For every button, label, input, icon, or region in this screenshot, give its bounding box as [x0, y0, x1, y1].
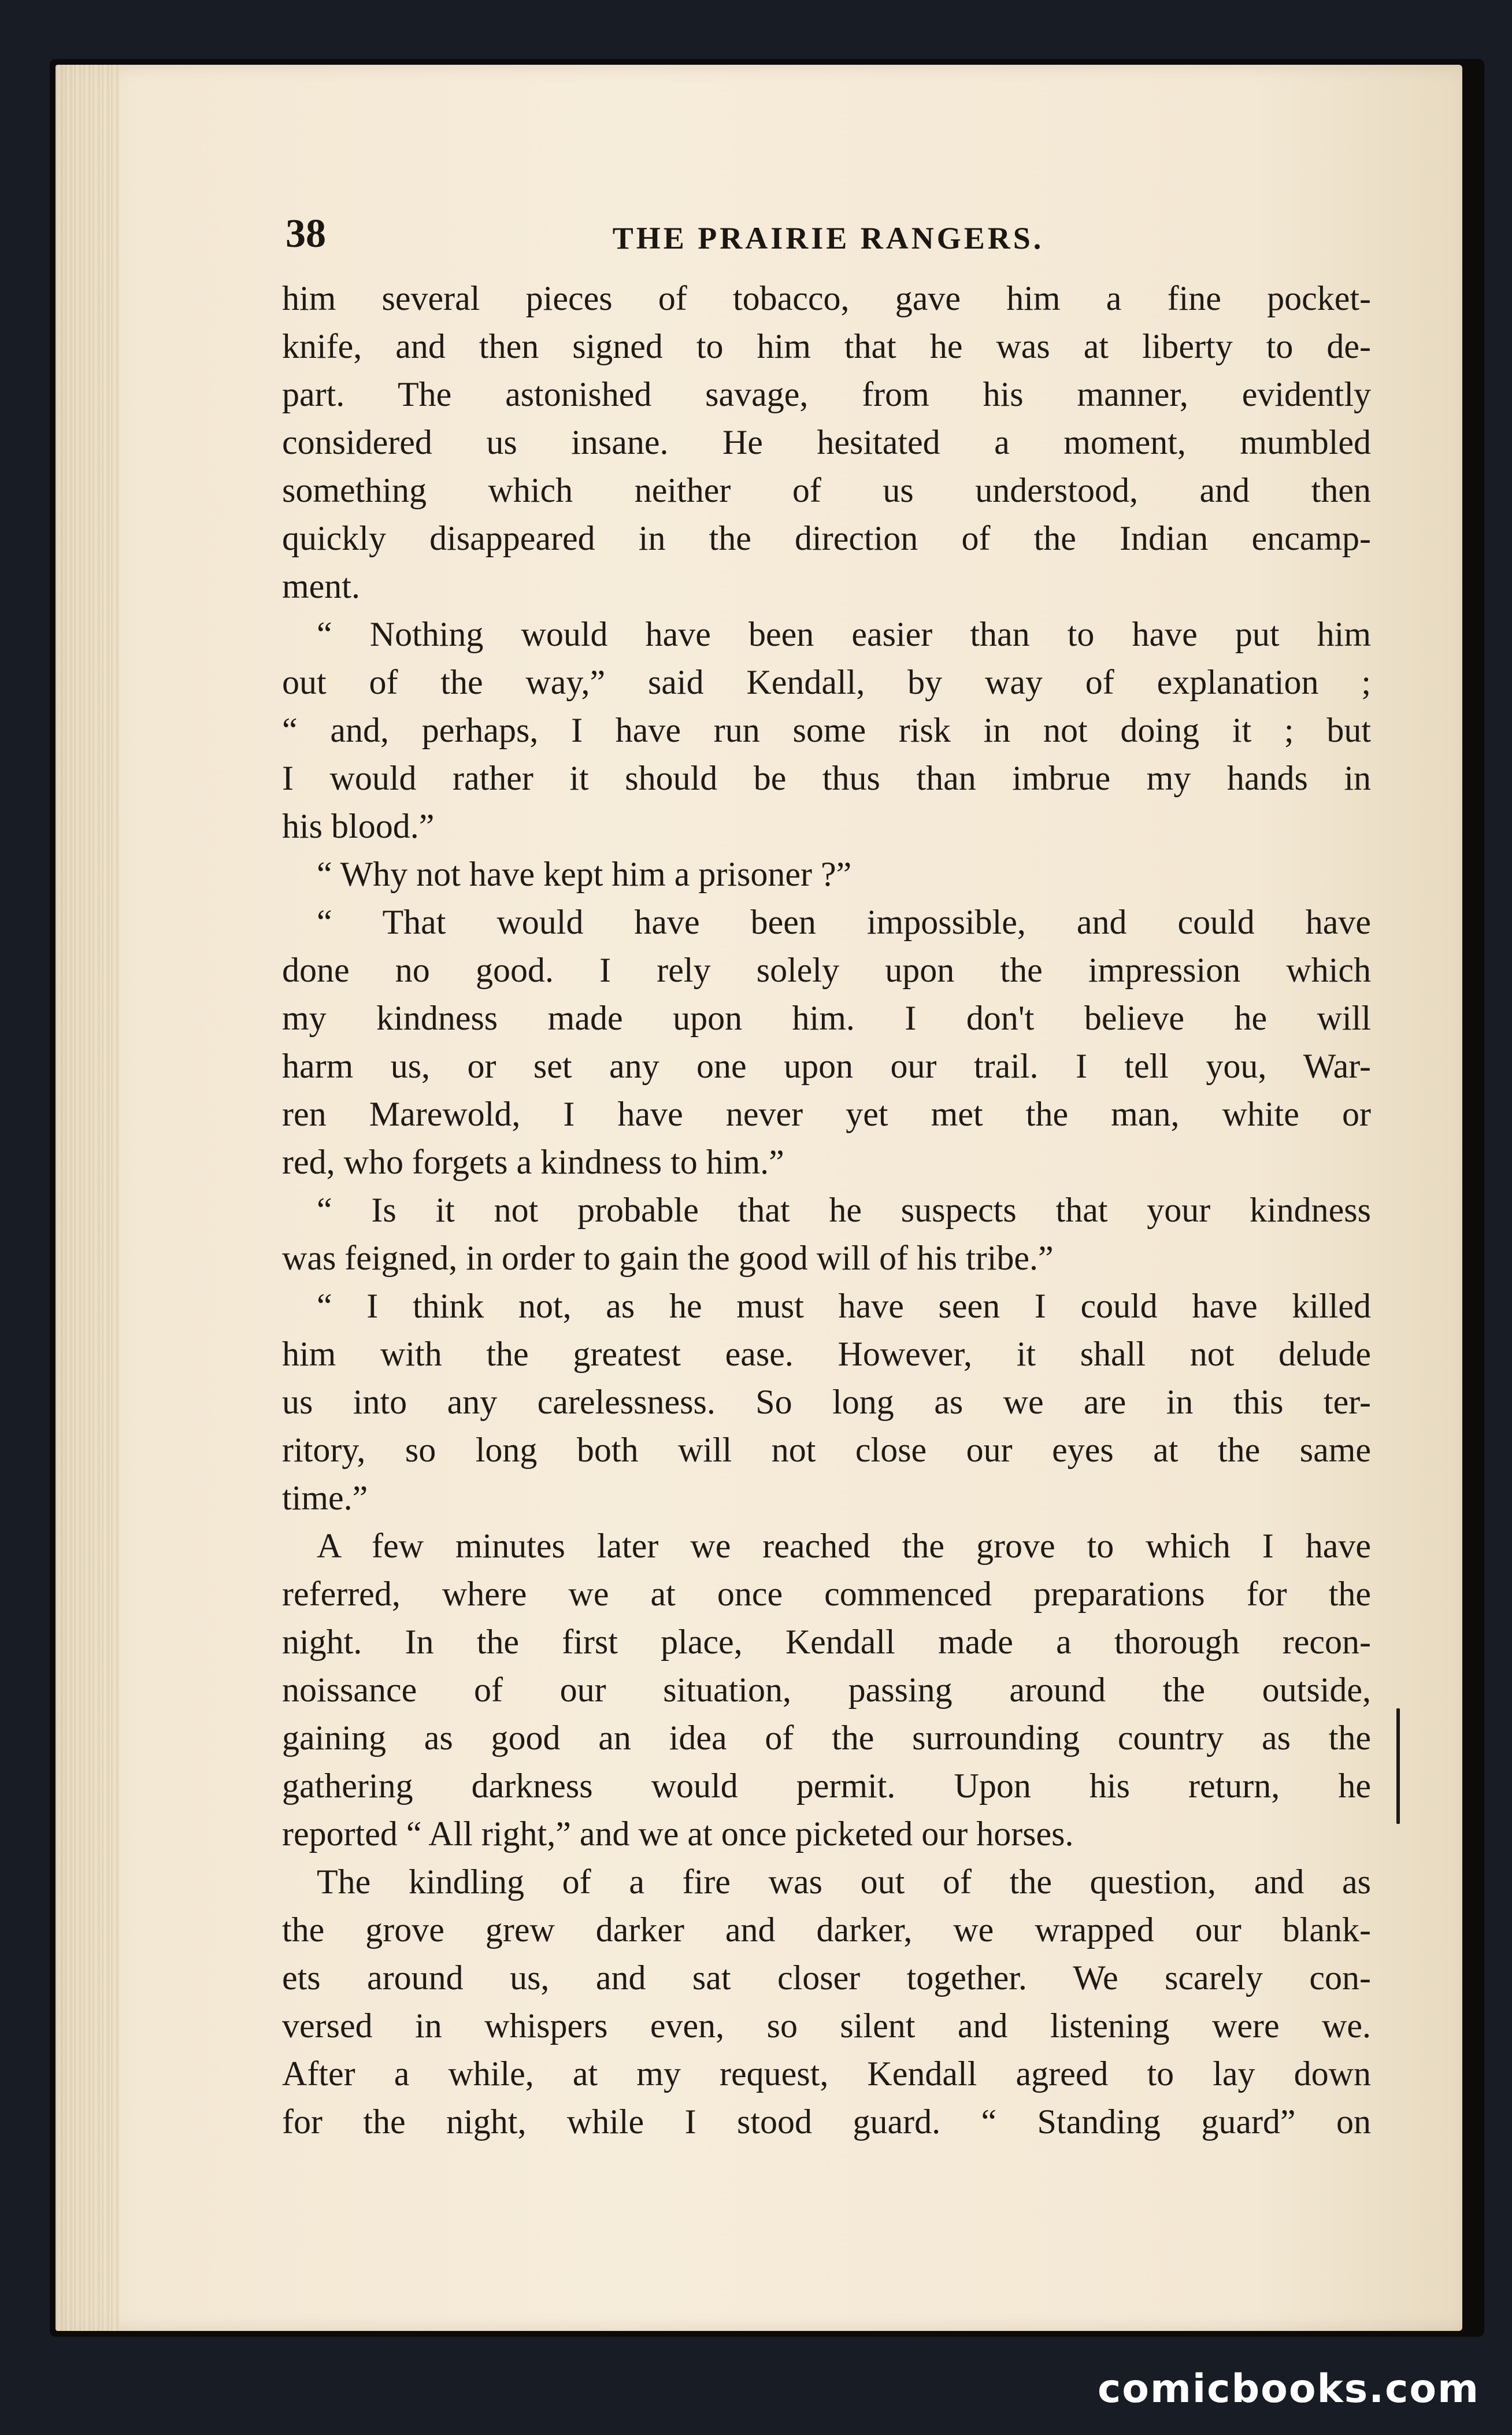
- text-line: quickly disappeared in the direction of the Indian encamp-: [282, 519, 1371, 557]
- running-title: THE PRAIRIE RANGERS.: [612, 221, 1044, 256]
- text-line: A few minutes later we reached the grove to which I have: [317, 1527, 1371, 1565]
- text-line: out of the way,” said Kendall, by way of explanation ;: [282, 663, 1371, 701]
- text-line: his blood.”: [282, 807, 435, 845]
- margin-mark: [1396, 1708, 1400, 1824]
- text-line: “ Is it not probable that he suspects that your kindness: [317, 1191, 1371, 1229]
- text-line: ment.: [282, 567, 360, 605]
- text-line: reported “ All right,” and we at once picketed our horses.: [282, 1815, 1074, 1853]
- text-line: something which neither of us understood, and then: [282, 471, 1371, 509]
- text-line: part. The astonished savage, from his manner, evidently: [282, 375, 1371, 413]
- text-line: was feigned, in order to gain the good will of his tribe.”: [282, 1239, 1054, 1277]
- text-line: After a while, at my request, Kendall agreed to lay down: [282, 2055, 1371, 2093]
- text-line: “ Nothing would have been easier than to have put him: [317, 615, 1371, 653]
- text-line: time.”: [282, 1479, 368, 1517]
- text-line: for the night, while I stood guard. “ Standing guard” on: [282, 2103, 1371, 2141]
- page-number: 38: [286, 212, 326, 256]
- body-text: [282, 275, 1371, 2146]
- text-line: my kindness made upon him. I don't believe he will: [282, 999, 1371, 1037]
- text-line: “ Why not have kept him a prisoner ?”: [317, 855, 852, 893]
- text-line: noissance of our situation, passing around the outside,: [282, 1671, 1371, 1709]
- text-line: red, who forgets a kindness to him.”: [282, 1143, 784, 1181]
- text-line: the grove grew darker and darker, we wrapped our blank-: [282, 1911, 1371, 1949]
- text-line: done no good. I rely solely upon the impression which: [282, 951, 1371, 989]
- text-line: him with the greatest ease. However, it shall not delude: [282, 1335, 1371, 1373]
- text-line: ets around us, and sat closer together. We scarely con-: [282, 1959, 1371, 1997]
- text-line: ren Marewold, I have never yet met the man, white or: [282, 1095, 1371, 1133]
- text-line: him several pieces of tobacco, gave him a fine pocket-: [282, 279, 1371, 317]
- text-line: gathering darkness would permit. Upon his return, he: [282, 1767, 1371, 1805]
- text-line: The kindling of a fire was out of the question, and as: [317, 1863, 1371, 1901]
- text-line: “ I think not, as he must have seen I could have killed: [317, 1287, 1371, 1325]
- running-head: [286, 199, 1371, 263]
- text-line: versed in whispers even, so silent and listening were we.: [282, 2007, 1371, 2045]
- page-edges: [55, 65, 119, 2331]
- text-line: ritory, so long both will not close our eyes at the same: [282, 1431, 1371, 1469]
- text-line: gaining as good an idea of the surrounding country as the: [282, 1719, 1371, 1757]
- watermark: comicbooks.com: [1097, 2366, 1480, 2412]
- text-line: “ and, perhaps, I have run some risk in not doing it ; but: [282, 711, 1371, 749]
- text-line: us into any carelessness. So long as we are in this ter-: [282, 1383, 1371, 1421]
- text-line: night. In the first place, Kendall made a thorough recon-: [282, 1623, 1371, 1661]
- text-line: harm us, or set any one upon our trail. I tell you, War-: [282, 1047, 1371, 1085]
- text-line: considered us insane. He hesitated a moment, mumbled: [282, 423, 1371, 461]
- text-line: “ That would have been impossible, and could have: [317, 903, 1371, 941]
- text-line: knife, and then signed to him that he was at liberty to de-: [282, 327, 1371, 365]
- text-line: referred, where we at once commenced preparations for the: [282, 1575, 1371, 1613]
- text-line: I would rather it should be thus than imbrue my hands in: [282, 759, 1371, 797]
